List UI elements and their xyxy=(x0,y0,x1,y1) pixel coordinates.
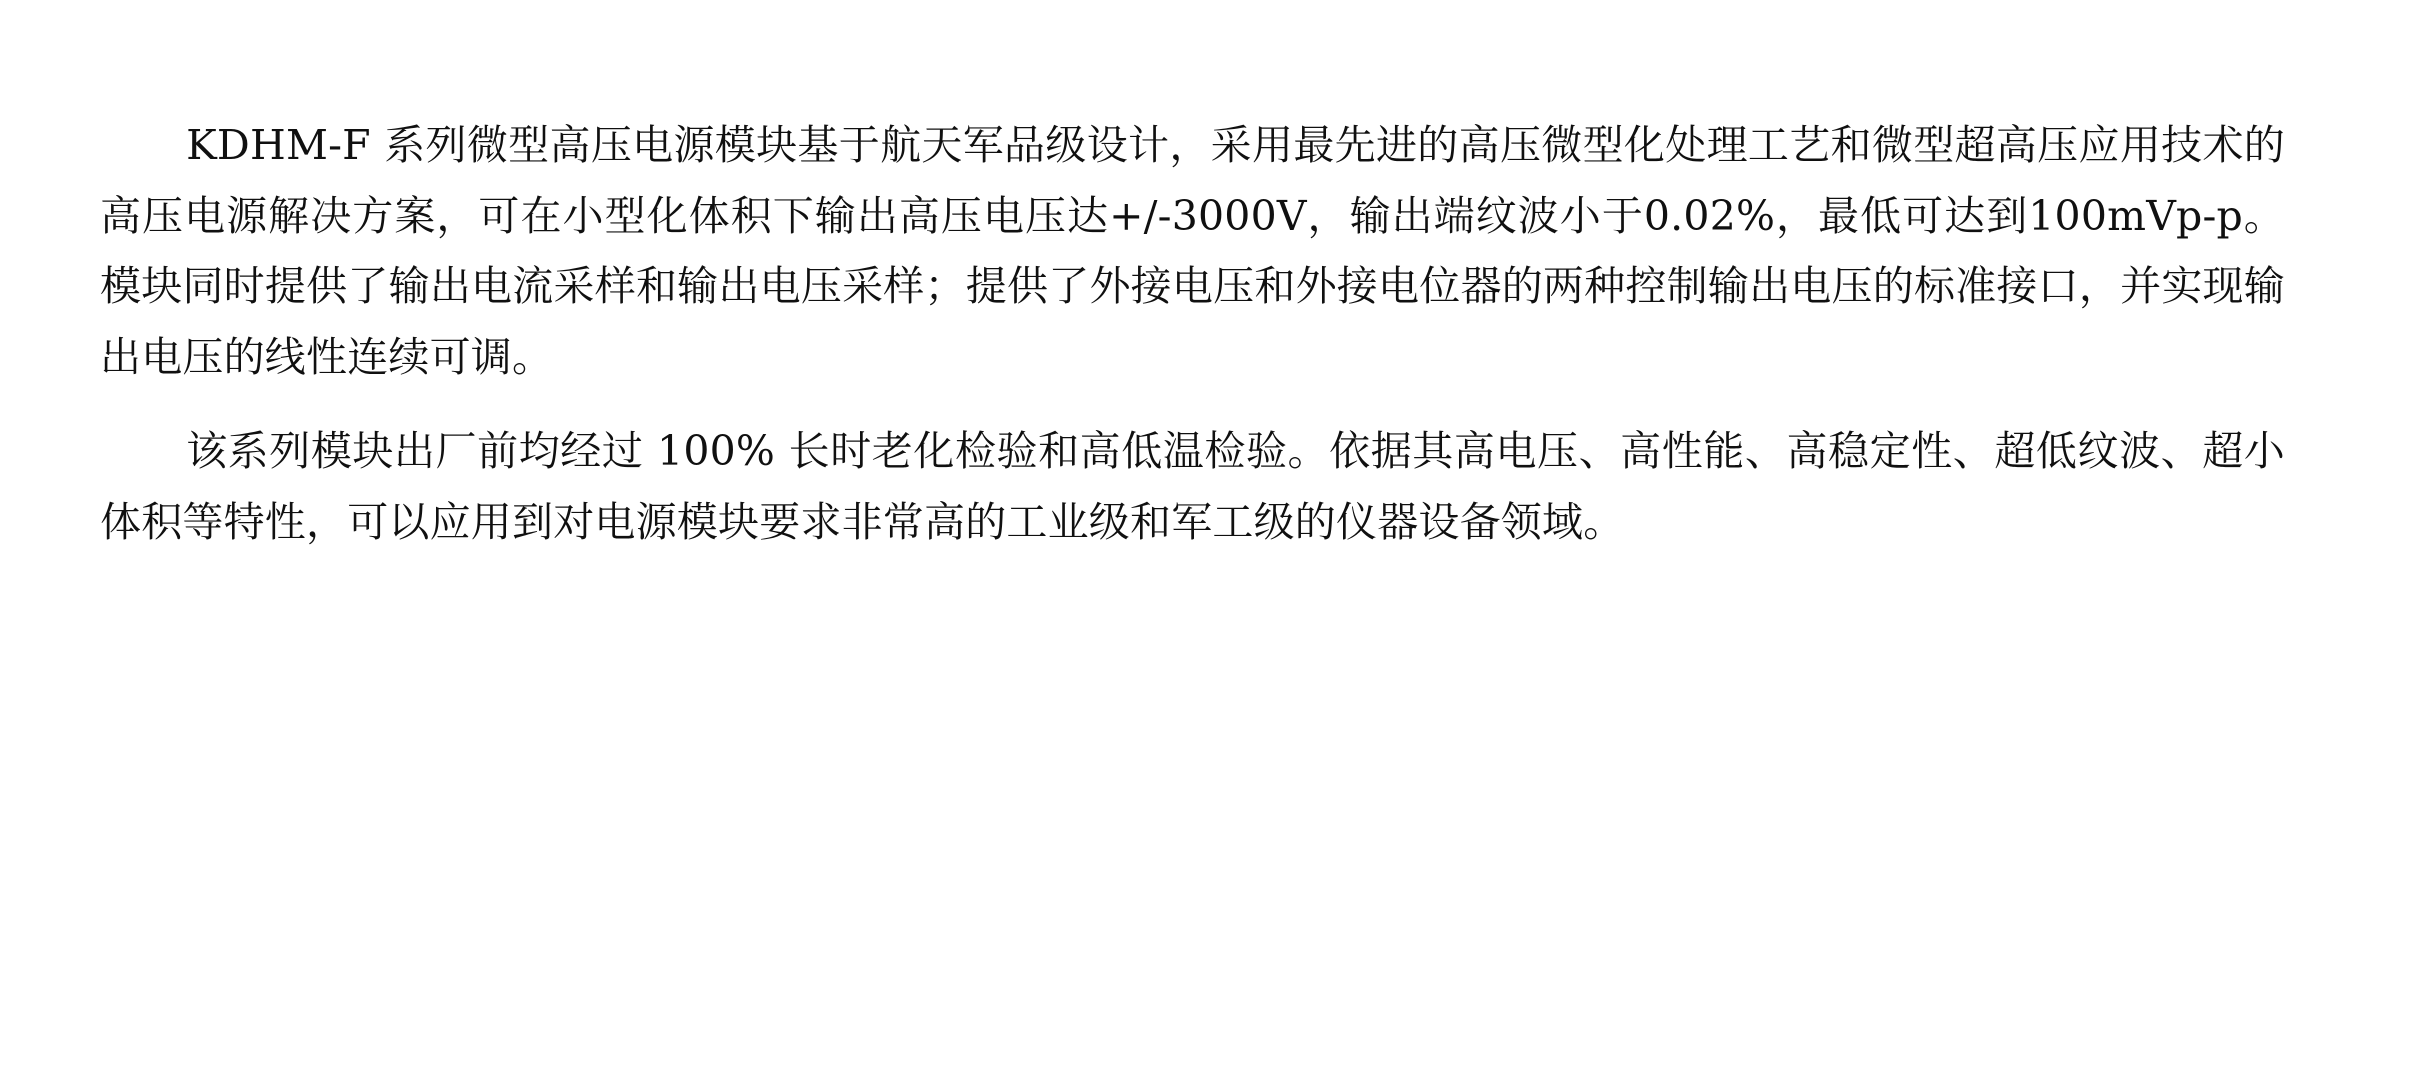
paragraph-product-overview: KDHM-F 系列微型高压电源模块基于航天军品级设计，采用最先进的高压微型化处理工艺和微型超高压应用技术的高压电源解决方案，可在小型化体积下输出高压电压达+/-3000V，输出端纹波小于0.02%，最低可达到100mVp-p。模块同时提供了输出电流采样和输出电压采样；提供了外接电压和外接电位器的两种控制输出电压的标准接口，并实现输出电压的线性连续可调。 xyxy=(100,121,2285,381)
paragraph-testing-and-applications: 该系列模块出厂前均经过 100% 长时老化检验和高低温检验。依据其高电压、高性能、高稳定性、超低纹波、超小体积等特性，可以应用到对电源模块要求非常高的工业级和军工级的仪器设备领域。 xyxy=(100,427,2285,546)
document-body xyxy=(100,110,2285,557)
